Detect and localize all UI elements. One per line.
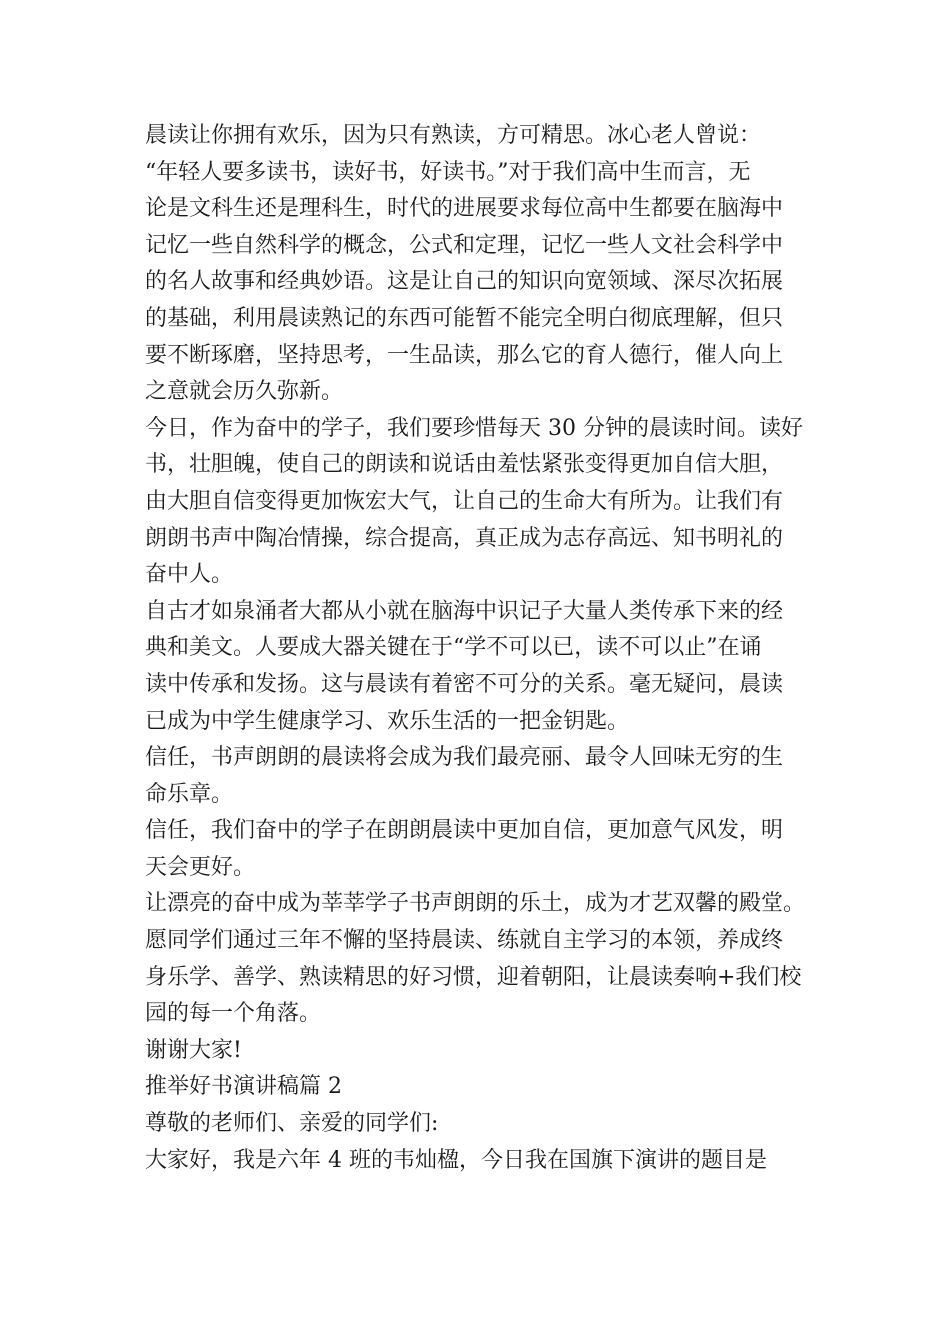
paragraph-salutation xyxy=(145,1106,835,1143)
text-line: 的名人故事和经典妙语。这是让自己的知识向宽领域、深尽次拓展 xyxy=(145,269,784,295)
text-line: 由大胆自信变得更加恢宏大气，让自己的生命大有所为。让我们有 xyxy=(145,488,784,514)
text-line: 书，壮胆魄，使自己的朗读和说话由羞怯紧张变得更加自信大胆， xyxy=(145,452,784,478)
paragraph-morning-reading-joy xyxy=(145,118,835,411)
text-line: 之意就会历久弥新。 xyxy=(145,379,344,405)
text-line: 的基础，利用晨读熟记的东西可能暂不能完全明白彻底理解，但只 xyxy=(145,305,784,331)
text-line: 奋中人。 xyxy=(145,562,234,588)
text-line: 谢谢大家! xyxy=(145,1037,242,1063)
text-line: 天会更好。 xyxy=(145,854,256,880)
text-line: 命乐章。 xyxy=(145,781,234,807)
paragraph-speech-intro xyxy=(145,1143,835,1180)
text-line: 信任，书声朗朗的晨读将会成为我们最亮丽、最令人回味无穷的生 xyxy=(145,745,784,771)
paragraph-wish-students xyxy=(145,923,835,1033)
paragraph-cherish-reading-time xyxy=(145,411,835,594)
text-line: 推举好书演讲稿篇 2 xyxy=(145,1074,342,1100)
text-line: 让漂亮的奋中成为莘莘学子书声朗朗的乐土，成为才艺双馨的殿堂。 xyxy=(145,891,806,917)
text-line: 已成为中学生健康学习、欢乐生活的一把金钥匙。 xyxy=(145,708,630,734)
text-line: 读中传承和发扬。这与晨读有着密不可分的关系。毫无疑问，晨读 xyxy=(145,671,784,697)
paragraph-school-paradise xyxy=(145,886,835,923)
text-line: 典和美文。人要成大器关键在于“学不可以已，读不可以止”在诵 xyxy=(145,635,762,661)
section-heading xyxy=(145,1069,835,1106)
text-line: 晨读让你拥有欢乐，因为只有熟读，方可精思。冰心老人曾说： xyxy=(145,123,762,148)
text-line: 园的每一个角落。 xyxy=(145,1001,322,1027)
text-line: 尊敬的老师们、亲爱的同学们: xyxy=(145,1111,439,1137)
text-line: 论是文科生还是理科生，时代的进展要求每位高中生都要在脑海中 xyxy=(145,196,784,222)
paragraph-thanks xyxy=(145,1033,835,1070)
paragraph-trust-reading-chapter xyxy=(145,740,835,813)
text-line: 记忆一些自然科学的概念，公式和定理，记忆一些人文社会科学中 xyxy=(145,232,784,258)
text-line: 身乐学、善学、熟读精思的好习惯，迎着朝阳，让晨读奏响+我们校 xyxy=(145,964,802,990)
paragraph-classics-heritage xyxy=(145,594,835,740)
text-line: 今日，作为奋中的学子，我们要珍惜每天 30 分钟的晨读时间。读好 xyxy=(145,415,803,441)
paragraph-trust-students xyxy=(145,813,835,886)
document-body xyxy=(145,118,835,1179)
text-line: 愿同学们通过三年不懈的坚持晨读、练就自主学习的本领，养成终 xyxy=(145,928,784,954)
text-line: 自古才如泉涌者大都从小就在脑海中识记子大量人类传承下来的经 xyxy=(145,598,784,624)
text-line: “年轻人要多读书，读好书，好读书。”对于我们高中生而言，无 xyxy=(145,159,751,185)
text-line: 信任，我们奋中的学子在朗朗晨读中更加自信，更加意气风发，明 xyxy=(145,818,784,844)
text-line: 朗朗书声中陶冶情操，综合提高，真正成为志存高远、知书明礼的 xyxy=(145,525,784,551)
text-line: 大家好，我是六年 4 班的韦灿楹，今日我在国旗下演讲的题目是 xyxy=(145,1147,767,1173)
text-line: 要不断琢磨，坚持思考，一生品读，那么它的育人德行，催人向上 xyxy=(145,342,784,368)
